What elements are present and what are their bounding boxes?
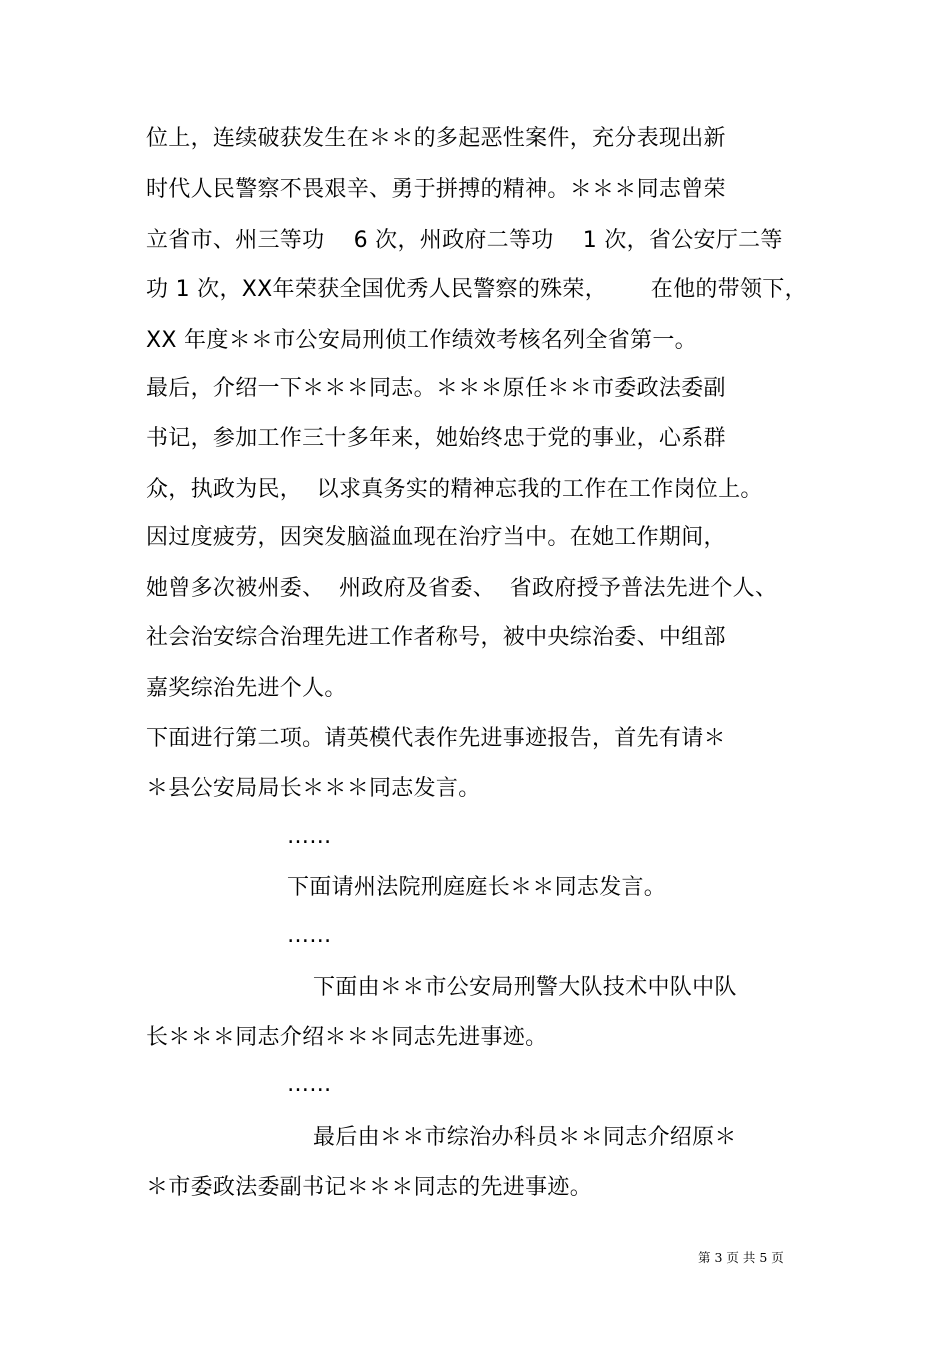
body-line: 长＊＊＊同志介绍＊＊＊同志先进事迹。 <box>146 1025 548 1050</box>
body-line: 下面请州法院刑庭庭长＊＊同志发言。 <box>287 875 667 900</box>
body-line: 功 1 次，XX年荣获全国优秀人民警察的殊荣， 在他的带领下， <box>146 277 807 302</box>
body-line: 位上，连续破获发生在＊＊的多起恶性案件，充分表现出新 <box>146 126 726 151</box>
body-line: 嘉奖综治先进个人。 <box>146 676 347 701</box>
body-line: 众，执政为民， 以求真务实的精神忘我的工作在工作岗位上。 <box>146 477 763 502</box>
body-line: XX 年度＊＊市公安局刑侦工作绩效考核名列全省第一。 <box>146 328 697 353</box>
body-line: ＊市委政法委副书记＊＊＊同志的先进事迹。 <box>146 1175 593 1200</box>
body-line: ＊县公安局局长＊＊＊同志发言。 <box>146 776 481 801</box>
page-number: 第 3 页 共 5 页 <box>698 1250 784 1265</box>
body-line: 最后由＊＊市综治办科员＊＊同志介绍原＊ <box>313 1125 737 1150</box>
body-line: 因过度疲劳，因突发脑溢血现在治疗当中。在她工作期间， <box>146 525 726 550</box>
ellipsis-line: …… <box>287 824 332 849</box>
body-line: 书记，参加工作三十多年来，她始终忠于党的事业，心系群 <box>146 426 726 451</box>
body-line: 立省市、州三等功 6 次，州政府二等功 1 次，省公安厅二等 <box>146 228 783 253</box>
ellipsis-line: …… <box>287 1072 332 1097</box>
body-line: 下面进行第二项。请英模代表作先进事迹报告，首先有请＊ <box>146 726 726 751</box>
body-line: 下面由＊＊市公安局刑警大队技术中队中队 <box>313 975 737 1000</box>
body-line: 时代人民警察不畏艰辛、勇于拼搏的精神。＊＊＊同志曾荣 <box>146 177 726 202</box>
body-line: 社会治安综合治理先进工作者称号，被中央综治委、中组部 <box>146 625 726 650</box>
ellipsis-line: …… <box>287 923 332 948</box>
body-line: 她曾多次被州委、 州政府及省委、 省政府授予普法先进个人、 <box>146 576 778 601</box>
body-line: 最后，介绍一下＊＊＊同志。＊＊＊原任＊＊市委政法委副 <box>146 376 726 401</box>
